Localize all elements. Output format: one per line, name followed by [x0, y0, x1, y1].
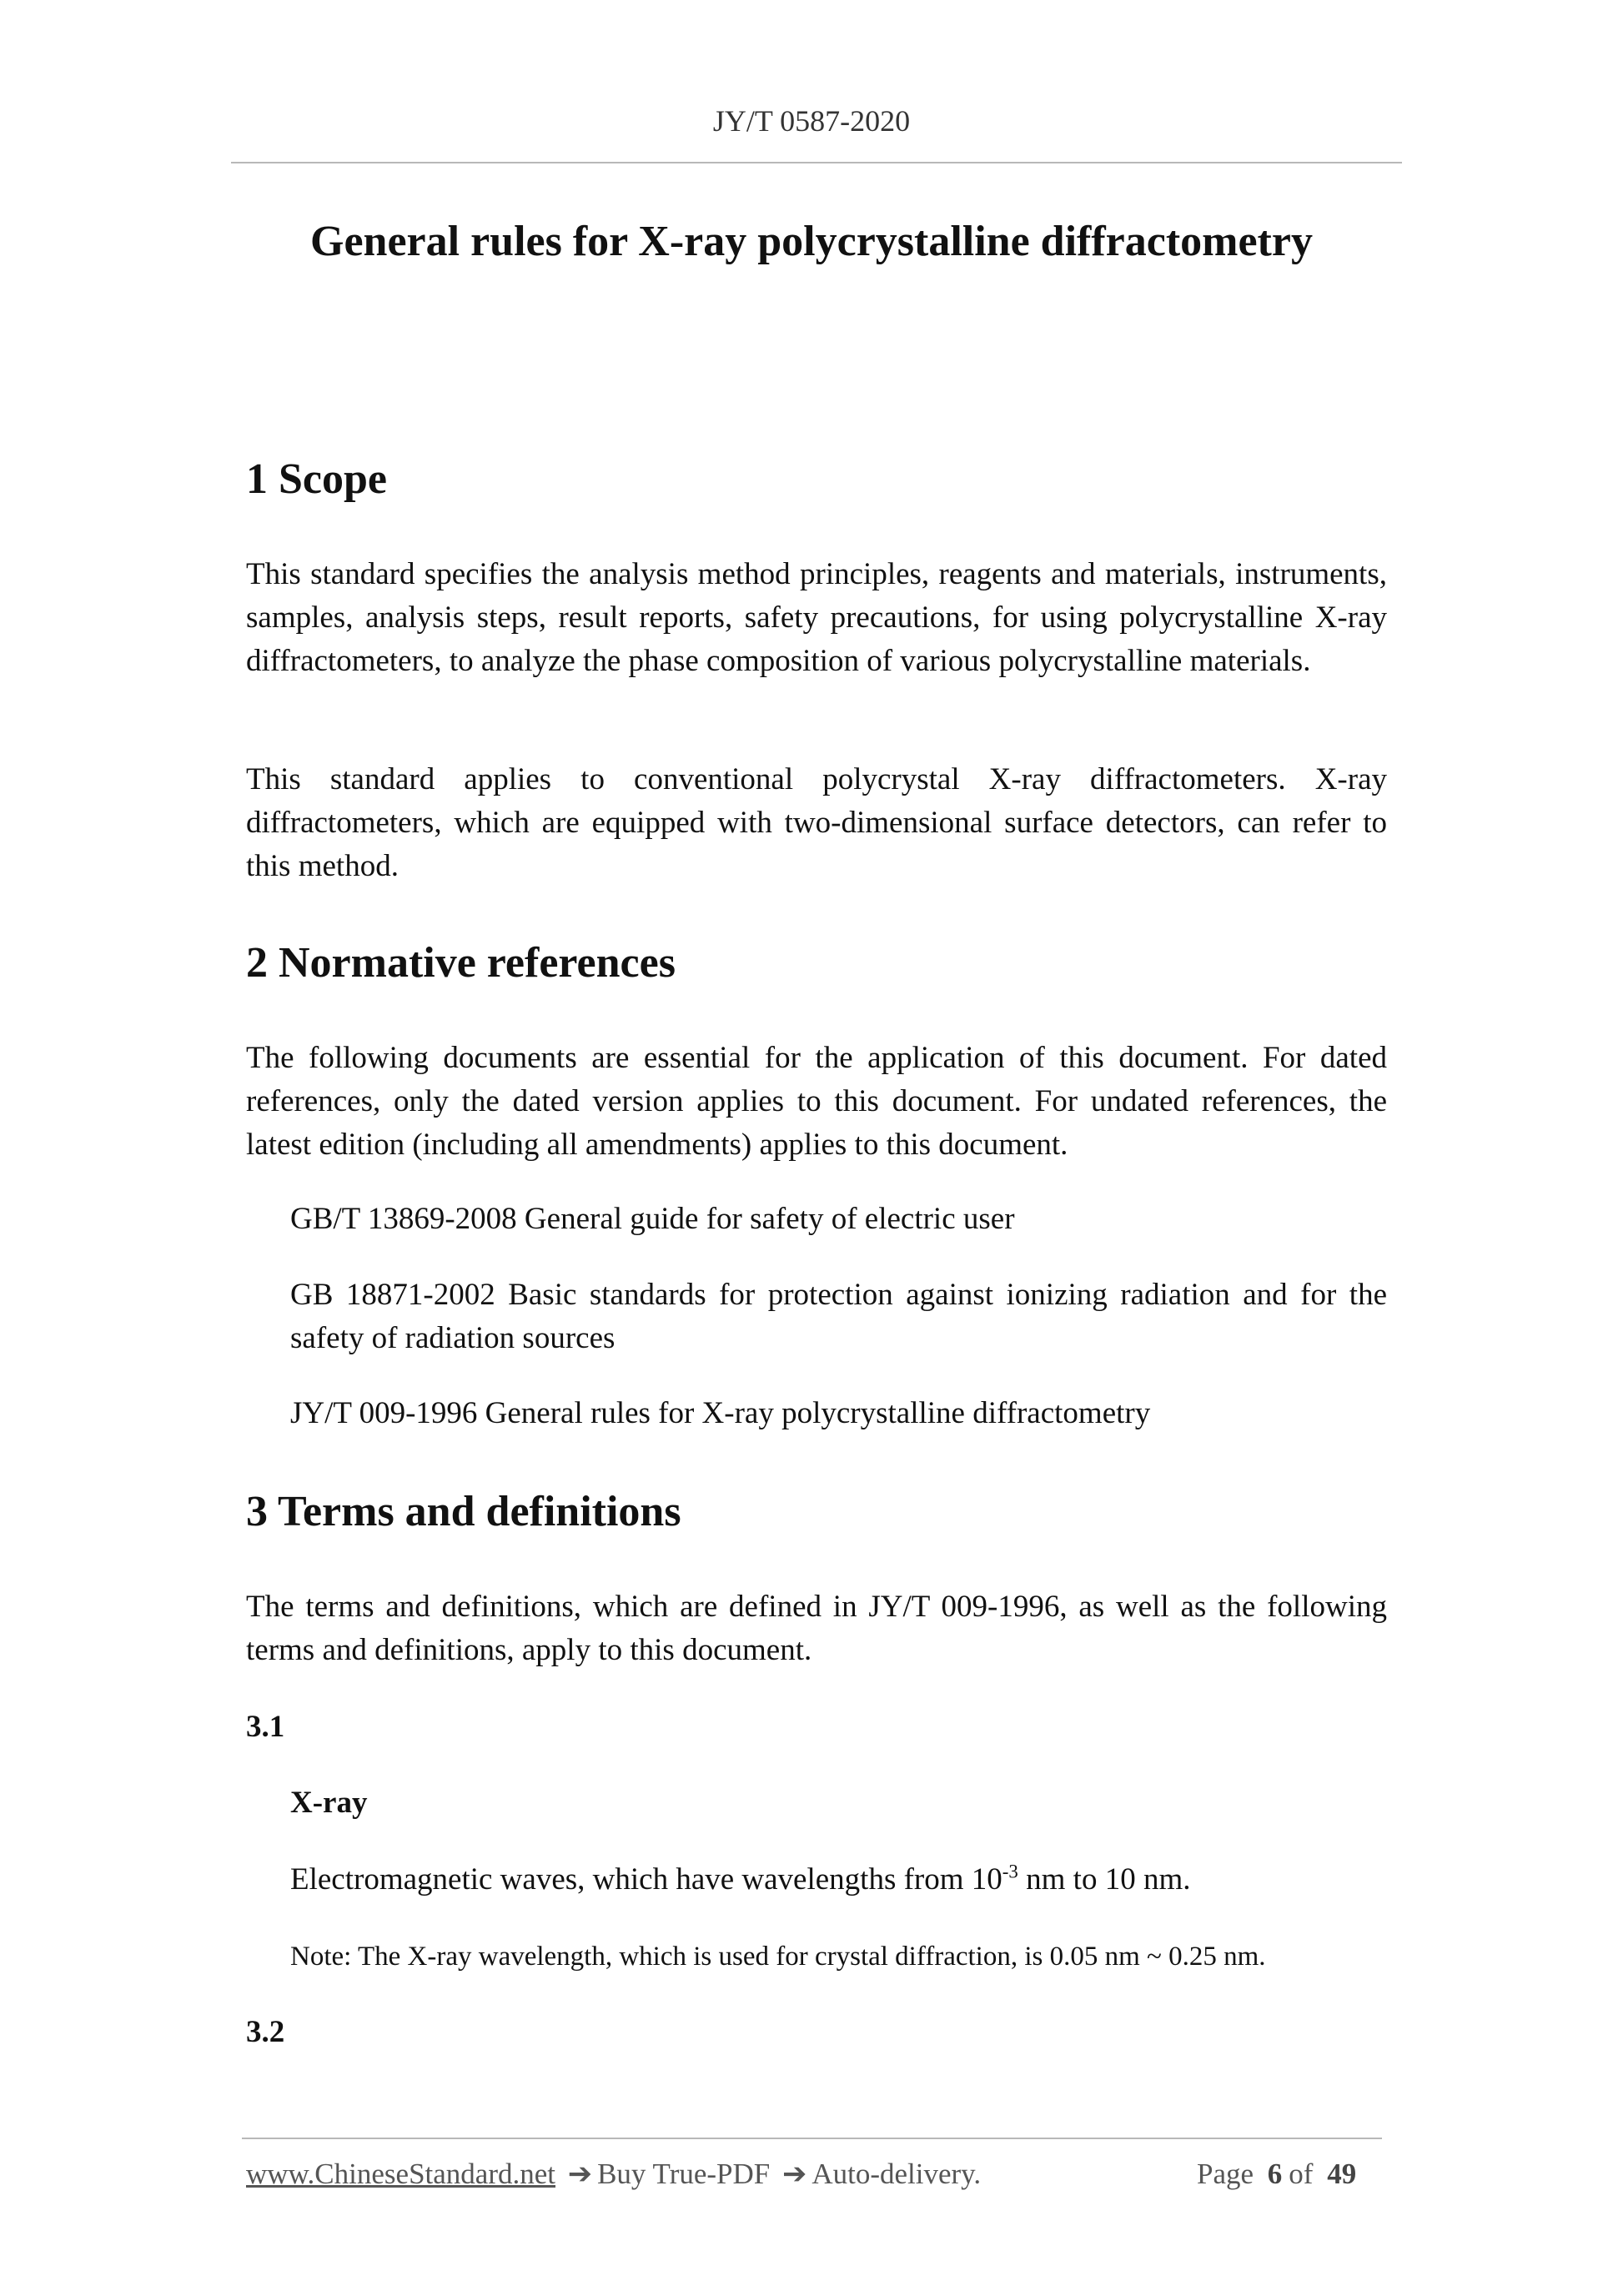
term-definition-text-end: nm to 10 nm.	[1018, 1862, 1191, 1897]
normative-ref-item: GB 18871-2002 Basic standards for protection against ionizing radiation and for the safety of radiation sources	[290, 1278, 1387, 1355]
footer-delivery-text: Auto-delivery.	[812, 2158, 982, 2190]
term-number: 3.2	[246, 2015, 285, 2049]
footer-promo	[246, 2158, 981, 2191]
terms-intro: The terms and definitions, which are defined in JY/T 009-1996, as well as the following terms and definitions, apply to this document.	[246, 1590, 1387, 1667]
page-total: 49	[1327, 2158, 1357, 2190]
arrow-right-icon: ➔	[567, 2158, 593, 2190]
term-number: 3.1	[246, 1710, 285, 1744]
normative-ref-item: JY/T 009-1996 General rules for X-ray polycrystalline diffractometry	[290, 1396, 1151, 1430]
footer-site-link[interactable]: www.ChineseStandard.net	[246, 2158, 555, 2190]
arrow-right-icon: ➔	[782, 2158, 807, 2190]
page-of-label: of	[1289, 2158, 1314, 2190]
footer-rule	[242, 2138, 1382, 2139]
page-indicator	[1197, 2158, 1363, 2191]
term-note: Note: The X-ray wavelength, which is used for crystal diffraction, is 0.05 nm ~ 0.25 nm.	[290, 1942, 1266, 1972]
page-label: Page	[1197, 2158, 1254, 2190]
term-name: X-ray	[290, 1786, 368, 1820]
header-standard-code: JY/T 0587-2020	[712, 104, 911, 138]
section-heading-scope: 1 Scope	[246, 455, 387, 503]
section-heading-terms-definitions: 3 Terms and definitions	[246, 1488, 681, 1535]
header-rule	[231, 162, 1402, 163]
term-definition-exponent: -3	[1002, 1861, 1018, 1882]
document-title: General rules for X-ray polycrystalline diffractometry	[310, 218, 1313, 265]
normative-ref-item: GB/T 13869-2008 General guide for safety of electric user	[290, 1202, 1015, 1236]
normative-intro: The following documents are essential for the application of this document. For dated references, only the dated version applies to this document. For undated references, the latest edition (including all amendments) applies to this document.	[246, 1041, 1387, 1162]
section-heading-normative-references: 2 Normative references	[246, 939, 676, 987]
term-definition	[290, 1858, 1387, 1902]
footer-buy-text: Buy True-PDF	[597, 2158, 771, 2190]
term-definition-text: Electromagnetic waves, which have wavelengths from 10	[290, 1862, 1002, 1897]
page-current: 6	[1267, 2158, 1283, 2190]
scope-paragraph-1: This standard specifies the analysis method principles, reagents and materials, instruments, samples, analysis steps, result reports, safety precautions, for using polycrystalline X-ray diffractometers, to analyze the phase composition of various polycrystalline materials.	[246, 557, 1387, 678]
scope-paragraph-2: This standard applies to conventional polycrystal X-ray diffractometers. X-ray diffractometers, which are equipped with two-dimensional surface detectors, can refer to this method.	[246, 762, 1387, 883]
